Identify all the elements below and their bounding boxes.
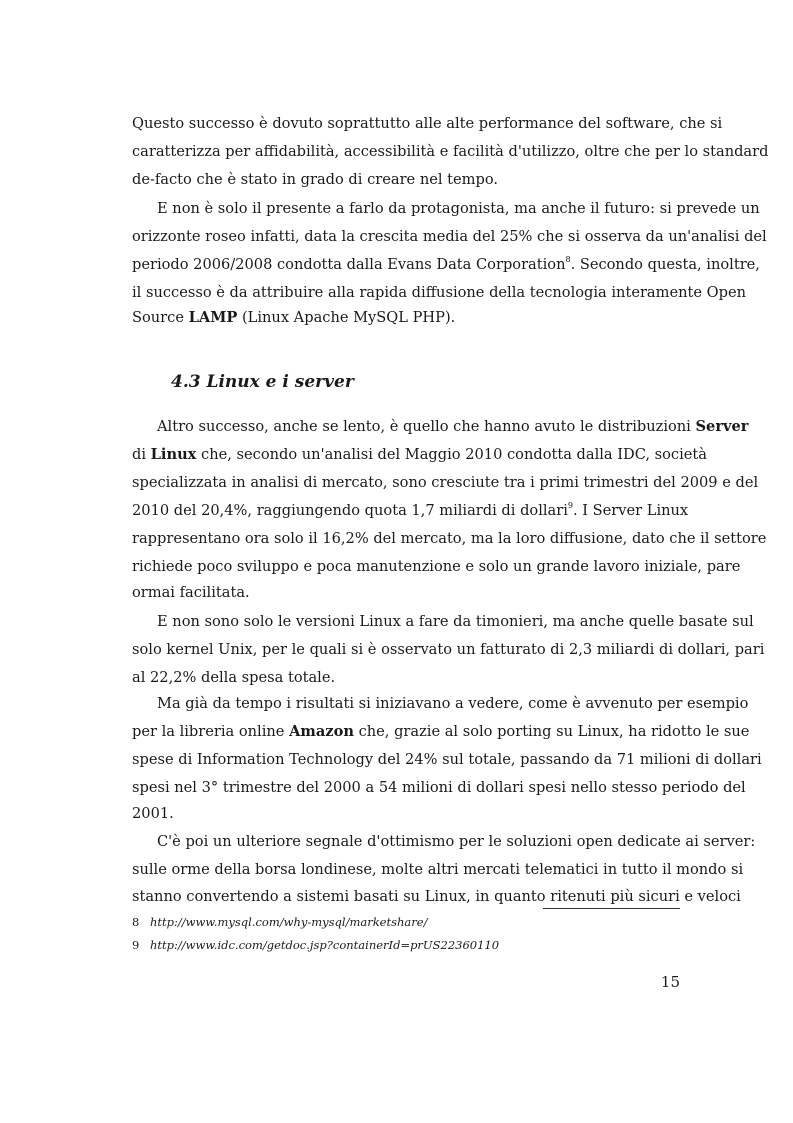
section-heading: 4.3 Linux e i server xyxy=(171,372,354,392)
text-run: Altro successo, anche se lento, è quello che hanno avuto le distribuzioni xyxy=(157,418,696,435)
paragraph-2-line: orizzonte roseo infatti, data la crescita media del 25% che si osserva da un'analisi del xyxy=(132,228,767,245)
footnote-separator xyxy=(543,908,680,909)
paragraph-5-line: 2001. xyxy=(132,805,174,822)
text-run: . I Server Linux xyxy=(572,502,689,519)
bold-term-linux: Linux xyxy=(150,446,197,463)
text-run: Source xyxy=(132,309,189,326)
paragraph-2-line xyxy=(132,251,760,279)
footnote-ref-9[interactable]: 9 xyxy=(567,501,573,510)
paragraph-3-line: rappresentano ora solo il 16,2% del mercato, ma la loro diffusione, dato che il settore xyxy=(132,530,767,547)
paragraph-3-line: ormai facilitata. xyxy=(132,584,250,601)
paragraph-4-line: E non sono solo le versioni Linux a fare da timonieri, ma anche quelle basate sul xyxy=(157,613,754,630)
paragraph-3-line: richiede poco sviluppo e poca manutenzione e solo un grande lavoro iniziale, pare xyxy=(132,558,741,575)
paragraph-6-line: C'è poi un ulteriore segnale d'ottimismo per le soluzioni open dedicate ai server: xyxy=(157,833,756,850)
text-run: (Linux Apache MySQL PHP). xyxy=(237,309,456,326)
paragraph-5-line: spesi nel 3° trimestre del 2000 a 54 milioni di dollari spesi nello stesso periodo del xyxy=(132,779,746,796)
paragraph-3-line: specializzata in analisi di mercato, sono cresciute tra i primi trimestri del 2009 e del xyxy=(132,474,759,491)
footnote-link[interactable]: http://www.idc.com/getdoc.jsp?containerId=prUS22360110 xyxy=(150,938,500,952)
paragraph-2-line: il successo è da attribuire alla rapida diffusione della tecnologia interamente Open xyxy=(132,284,746,301)
paragraph-4-line: solo kernel Unix, per le quali si è osservato un fatturato di 2,3 miliardi di dollari, pari xyxy=(132,641,765,658)
footnote-link[interactable]: http://www.mysql.com/why-mysql/marketshare/ xyxy=(150,915,428,929)
paragraph-3-line xyxy=(132,497,689,525)
footnote-8 xyxy=(132,912,427,932)
text-run: per la libreria online xyxy=(132,723,290,740)
text-run: di xyxy=(132,446,151,463)
paragraph-1-line: Questo successo è dovuto soprattutto alle alte performance del software, che si xyxy=(132,115,723,132)
page-number: 15 xyxy=(660,973,680,991)
text-run: che, grazie al solo porting su Linux, ha ridotto le sue xyxy=(353,723,750,740)
paragraph-5-line xyxy=(132,718,750,746)
footnote-number: 9 xyxy=(132,938,140,952)
bold-term-lamp: LAMP xyxy=(188,309,238,326)
bold-term-amazon: Amazon xyxy=(289,723,354,740)
paragraph-3-line xyxy=(157,413,749,441)
paragraph-6-line: sulle orme della borsa londinese, molte altri mercati telematici in tutto il mondo si xyxy=(132,861,744,878)
text-run: che, secondo un'analisi del Maggio 2010 condotta dalla IDC, società xyxy=(196,446,707,463)
text-run: . Secondo questa, inoltre, xyxy=(570,256,760,273)
paragraph-4-line: al 22,2% della spesa totale. xyxy=(132,669,336,686)
paragraph-6-line: stanno convertendo a sistemi basati su Linux, in quanto ritenuti più sicuri e veloci xyxy=(132,888,741,905)
paragraph-2-line xyxy=(132,304,680,332)
paragraph-1-line: de-facto che è stato in grado di creare nel tempo. xyxy=(132,171,499,188)
footnote-number: 8 xyxy=(132,915,140,929)
footnote-9 xyxy=(132,935,499,955)
paragraph-5-line: spese di Information Technology del 24% sul totale, passando da 71 milioni di dollari xyxy=(132,751,762,768)
paragraph-5-line: Ma già da tempo i risultati si iniziavano a vedere, come è avvenuto per esempio xyxy=(157,695,749,712)
footnote-ref-8[interactable]: 8 xyxy=(565,255,571,264)
text-run: 2010 del 20,4%, raggiungendo quota 1,7 miliardi di dollari xyxy=(132,502,568,519)
paragraph-3-line xyxy=(132,441,707,469)
bold-term-server: Server xyxy=(695,418,749,435)
paragraph-1-line: caratterizza per affidabilità, accessibilità e facilità d'utilizzo, oltre che per lo standard xyxy=(132,143,769,160)
paragraph-2-line: E non è solo il presente a farlo da protagonista, ma anche il futuro: si prevede un xyxy=(157,200,760,217)
text-run: periodo 2006/2008 condotta dalla Evans Data Corporation xyxy=(132,256,566,273)
